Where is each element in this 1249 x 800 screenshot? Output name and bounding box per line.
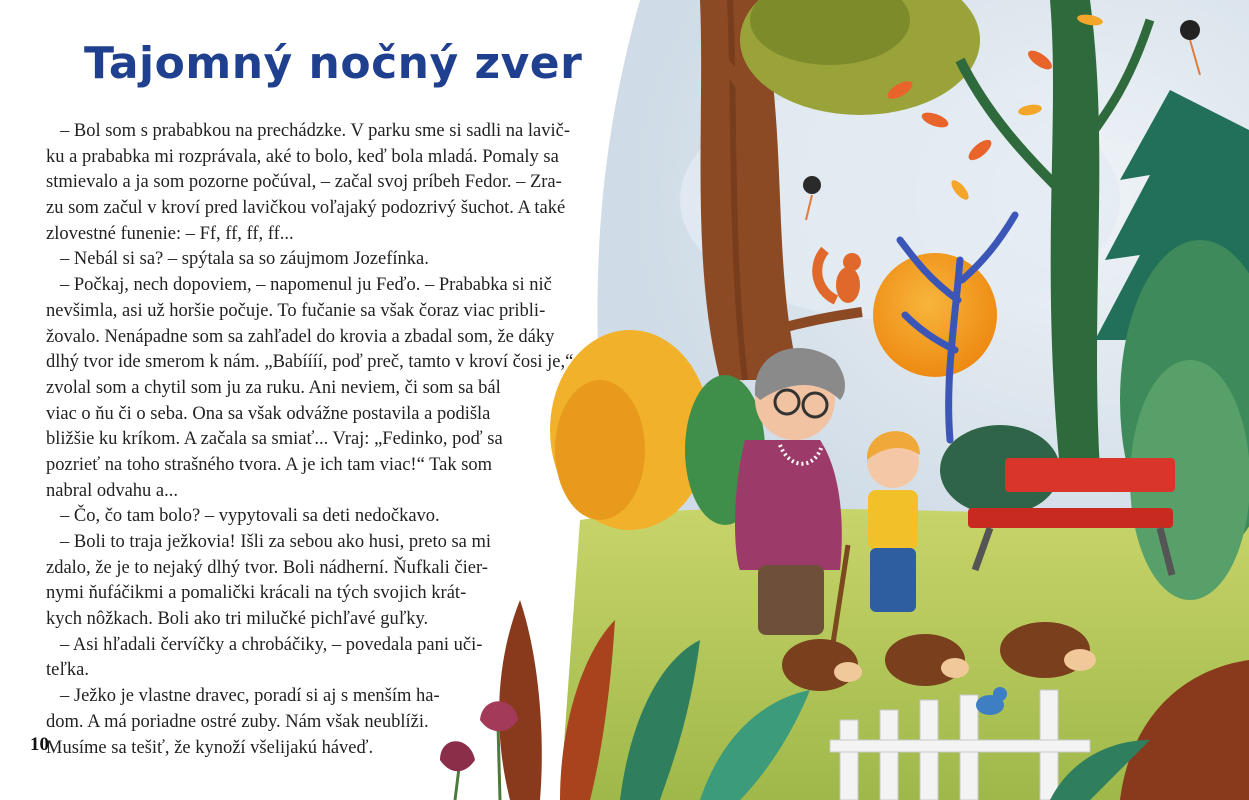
text-line: – Boli to traja ježkovia! Išli za sebou ako husi, preto sa mi: [60, 532, 492, 552]
text-line: teľka.: [46, 660, 89, 681]
text-line: – Čo, čo tam bolo? – vypytovali sa deti nedočkavo.: [60, 506, 440, 527]
text-line: Musíme sa tešiť, že kynoží všelijakú háveď.: [46, 737, 374, 758]
story-text: [46, 119, 590, 761]
text-line: stmievalo a ja som pozorne počúval, – začal svoj príbeh Fedor. – Zra-: [46, 172, 562, 193]
text-line: – Ježko je vlastne dravec, poradí si aj s menším ha-: [60, 686, 440, 707]
text-line: žovalo. Nenápadne som sa zahľadel do krovia a zbadal som, že dáky: [46, 326, 555, 347]
text-line: zu som začul v kroví pred lavičkou voľajaký podozrivý šuchot. A také: [46, 198, 566, 219]
story-title: Tajomný nočný zver: [84, 38, 583, 89]
text-line: – Asi hľadali červíčky a chrobáčiky, – povedala pani uči-: [60, 634, 483, 655]
text-line: – Počkaj, nech dopoviem, – napomenul ju Feďo. – Prababka si nič: [60, 275, 552, 296]
text-line: pozrieť na toho strašného tvora. A je ich tam viac!“ Tak som: [46, 454, 493, 475]
text-line: nevšimla, asi už horšie počuje. To fučanie sa však čoraz viac pribli-: [46, 300, 546, 321]
green-tree-trunk: [1050, 0, 1100, 470]
text-line: bližšie ku kríkom. A začala sa smiať... Vraj: „Fedinko, poď sa: [46, 429, 503, 450]
text-line: ku a prababka mi rozprávala, aké to bolo, keď bola mladá. Pomaly sa: [46, 146, 559, 167]
text-line: zvolal som a chytil som ju za ruku. Ani neviem, či som sa bál: [46, 377, 501, 398]
sun: [873, 253, 997, 377]
text-line: viac o ňu či o seba. Ona sa však odvážne postavila a podišla: [46, 403, 491, 424]
text-line: – Nebál si sa? – spýtala sa so záujmom Jozefínka.: [60, 249, 429, 270]
page-number: 10: [30, 734, 49, 755]
text-line: – Bol som s prababkou na prechádzke. V parku sme si sadli na lavič-: [60, 121, 570, 141]
boy: [867, 431, 920, 612]
text-line: dom. A má poriadne ostré zuby. Nám však neublíži.: [46, 711, 429, 732]
text-line: zlovestné funenie: – Ff, ff, ff, ff...: [46, 223, 294, 244]
text-line: kych nôžkach. Boli ako tri milučké pichľavé guľky.: [46, 609, 429, 630]
text-line: dlhý tvor ide smerom k nám. „Babíííí, poď preč, tamto v kroví čosi je,“: [46, 352, 574, 373]
text-line: zdalo, že je to nejaký dlhý tvor. Boli nádherní. Ňufkali čier-: [46, 557, 488, 578]
text-line: nymi ňufáčikmi a pomalički krácali na tých svojich krát-: [46, 583, 467, 604]
text-line: nabral odvahu a...: [46, 480, 179, 501]
